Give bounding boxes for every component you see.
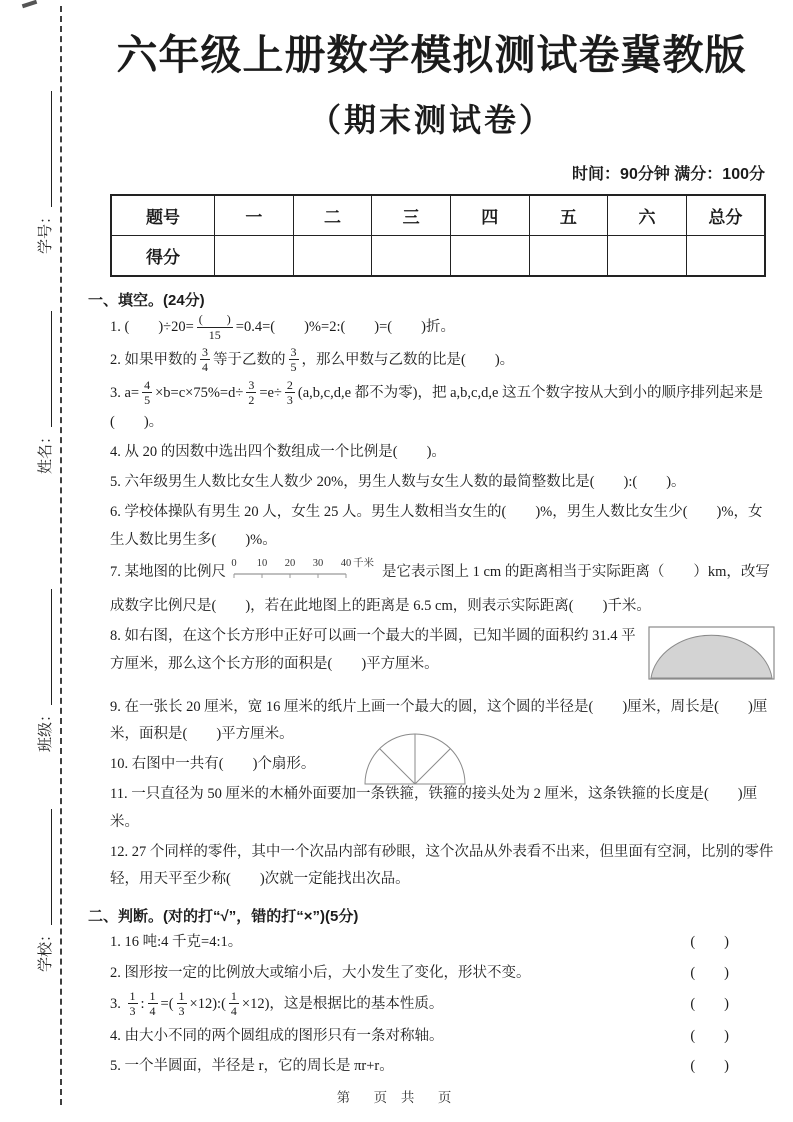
question: [110, 379, 775, 436]
question: [110, 469, 775, 496]
question-text: 1. 16 吨:4 千克=4:1。: [110, 934, 243, 951]
write-line: [51, 589, 52, 705]
question: [110, 929, 775, 956]
question-text: 11. 一只直径为 50 厘米的木桶外面要加一条铁箍，铁箍的接头处为 2 厘米，这条铁箍的长度是( )厘米。: [110, 786, 758, 830]
fraction: [246, 378, 256, 408]
question: [110, 557, 775, 621]
score-cell: [450, 236, 529, 277]
fraction-denominator: 5: [290, 360, 297, 375]
svg-text:30: 30: [312, 557, 324, 569]
score-cell: [529, 236, 608, 277]
question-list: [110, 313, 775, 893]
page-footer: 第 页 共 页: [336, 1090, 457, 1105]
score-col-header: 二: [293, 195, 372, 236]
score-col-header: 四: [450, 195, 529, 236]
sidebar-field-label: 学号：: [37, 208, 54, 254]
score-cell: [293, 236, 372, 277]
fraction: [229, 989, 239, 1019]
score-cell: [215, 236, 294, 277]
sidebar-field-label: 班级：: [37, 706, 54, 752]
question-text: 2. 图形按一定的比例放大或缩小后，大小发生了变化，形状不变。: [110, 964, 531, 981]
exam-meta: 时间：90分钟 满分：100分: [572, 166, 765, 184]
judgment-bracket: ( ): [690, 1027, 729, 1044]
fraction: [177, 989, 187, 1019]
write-line: [51, 311, 52, 427]
sidebar-field-student-name: [29, 296, 55, 474]
fraction-numerator: 1: [230, 988, 237, 1003]
svg-text:20: 20: [284, 557, 296, 569]
question-text: 10. 右图中一共有( )个扇形。: [110, 756, 316, 773]
fraction-numerator: 1: [129, 988, 136, 1003]
question: [110, 346, 775, 376]
fraction-denominator: 3: [286, 393, 293, 408]
score-col-header: 五: [529, 195, 608, 236]
fraction-numerator: 1: [149, 988, 156, 1003]
dashed-cut-line: [60, 6, 62, 1105]
fraction-denominator: 2: [248, 393, 255, 408]
fraction-denominator: 4: [149, 1004, 156, 1019]
score-col-header: 一: [215, 195, 294, 236]
fraction-denominator: 4: [230, 1004, 237, 1019]
fraction-numerator: 3: [202, 345, 208, 360]
page-subtitle: （期末测试卷）: [308, 102, 554, 139]
score-col-header: 六: [608, 195, 687, 236]
question: [110, 499, 775, 554]
score-table-score-row: [111, 236, 765, 277]
question-text: 1. ( )÷20= $\frac{( )}{15}$ =0.4=( )%=2:( )=( )折。: [110, 312, 455, 342]
question-text: 3. $\frac{1}{3}$ : $\frac{1}{4}$ =( $\frac{1}{3}$ ×12):( $\frac{1}{4}$ ×12)，这是根据比的基本性质。: [110, 988, 444, 1019]
fraction-numerator: 4: [144, 377, 151, 392]
judgment-bracket: ( ): [690, 1057, 729, 1074]
fraction-denominator: 15: [208, 327, 221, 342]
judgment-bracket: ( ): [690, 996, 729, 1013]
page-title: 六年级上册数学模拟测试卷冀教版: [116, 32, 747, 78]
sidebar-field-label: 姓名：: [37, 428, 54, 474]
judgment-bracket: ( ): [690, 934, 729, 951]
question-text: 7. 某地图的比例尺 0 10 20 30 40 千米 是它表示图上 1 cm 的距离相当于实际距离（ ）km，改写成数字比例尺是( )，若在此地图上的距离是 6.5 cm，则表示实际距离( )千米。: [110, 557, 770, 615]
rectangle-semicircle-figure: [648, 626, 775, 690]
fraction: [197, 312, 233, 342]
fraction-denominator: 4: [202, 360, 208, 375]
question-text: 4. 从 20 的因数中选出四个数组成一个比例是( )。: [110, 443, 446, 460]
fraction-numerator: 3: [290, 345, 297, 360]
question: [110, 839, 775, 894]
question-list: [110, 929, 775, 1080]
fraction: [142, 378, 152, 408]
question: [110, 751, 775, 778]
fraction-numerator: 2: [286, 377, 293, 392]
fraction-denominator: 5: [144, 393, 151, 408]
sidebar-field-class: [29, 574, 55, 752]
write-line: [51, 809, 52, 925]
score-table-header-row: [111, 195, 765, 236]
question: [110, 439, 775, 466]
question: [110, 960, 775, 987]
section-heading: 二、判断。(对的打“√”，错的打“×”)(5分): [88, 908, 359, 926]
scale-bar-figure: [229, 557, 379, 593]
question: [110, 781, 775, 836]
score-cell: [608, 236, 687, 277]
question-text: 4. 由大小不同的两个圆组成的图形只有一条对称轴。: [110, 1027, 444, 1044]
fraction: [128, 989, 138, 1019]
question: [110, 990, 775, 1020]
score-table-score-label: 得分: [111, 236, 215, 277]
write-line: [51, 91, 52, 207]
fraction-denominator: 3: [178, 1004, 185, 1019]
sidebar-field-student-number: [29, 76, 55, 254]
question: [110, 313, 775, 343]
question: [110, 1053, 775, 1080]
question-text: 6. 学校体操队有男生 20 人，女生 25 人。男生人数相当女生的( )%，男生人数比女生少( )%，女生人数比男生多( )%。: [110, 504, 763, 548]
content-column: [88, 0, 775, 1083]
score-cell: [686, 236, 765, 277]
section-heading: 一、填空。(24分): [88, 292, 205, 310]
question-text: 3. a= $\frac{4}{5}$ ×b=c×75%=d÷ $\frac{3}{2}$ =e÷ $\frac{2}{3}$ (a,b,c,d,e 都不为零)，把 a,b,c,d,e 这五个数字按从大到小的顺序排列起来是( )。: [110, 377, 764, 430]
question-text: 5. 一个半圆面，半径是 r，它的周长是 πr+r。: [110, 1057, 394, 1074]
fraction: [148, 989, 158, 1019]
sidebar-field-label: 学校：: [37, 926, 54, 972]
fraction: [285, 378, 295, 408]
svg-text:40: 40: [340, 557, 352, 569]
score-table: [110, 194, 766, 277]
fraction-numerator: 1: [178, 988, 185, 1003]
svg-text:千米: 千米: [353, 557, 374, 569]
fraction-denominator: 3: [129, 1004, 136, 1019]
score-col-header: 总分: [686, 195, 765, 236]
score-cell: [372, 236, 451, 277]
question: [110, 623, 775, 690]
question: [110, 1023, 775, 1050]
judgment-bracket: ( ): [690, 964, 729, 981]
svg-text:10: 10: [256, 557, 268, 569]
question-text: 8. 如右图，在这个长方形中正好可以画一个最大的半圆，已知半圆的面积约 31.4 平方厘米，那么这个长方形的面积是( )平方厘米。: [110, 628, 636, 672]
question-text: 2. 如果甲数的 $\frac{3}{4}$ 等于乙数的 $\frac{3}{5}$ ，那么甲数与乙数的比是( )。: [110, 345, 515, 375]
question-text: 12. 27 个同样的零件，其中一个次品内部有砂眼，这个次品从外表看不出来，但里面有空洞，比别的零件轻，用天平至少称( )次就一定能找出次品。: [110, 843, 774, 888]
svg-text:0: 0: [231, 557, 237, 569]
fraction-numerator: 3: [248, 377, 255, 392]
question-text: 5. 六年级男生人数比女生人数少 20%，男生人数与女生人数的最简整数比是( ):( )。: [110, 474, 686, 491]
sections: [88, 289, 775, 1080]
fraction-numerator: ( ): [198, 312, 231, 327]
fraction: [289, 345, 299, 375]
score-col-header: 三: [372, 195, 451, 236]
score-table-corner: 题号: [111, 195, 215, 236]
question-text: 9. 在一张长 20 厘米，宽 16 厘米的纸片上画一个最大的圆，这个圆的半径是( )厘米，周长是( )厘米，面积是( )平方厘米。: [110, 698, 768, 742]
fraction: [200, 345, 210, 375]
sidebar-field-school: [29, 794, 55, 972]
fan-figure: [363, 752, 467, 778]
corner-cut-mark: [22, 0, 38, 8]
